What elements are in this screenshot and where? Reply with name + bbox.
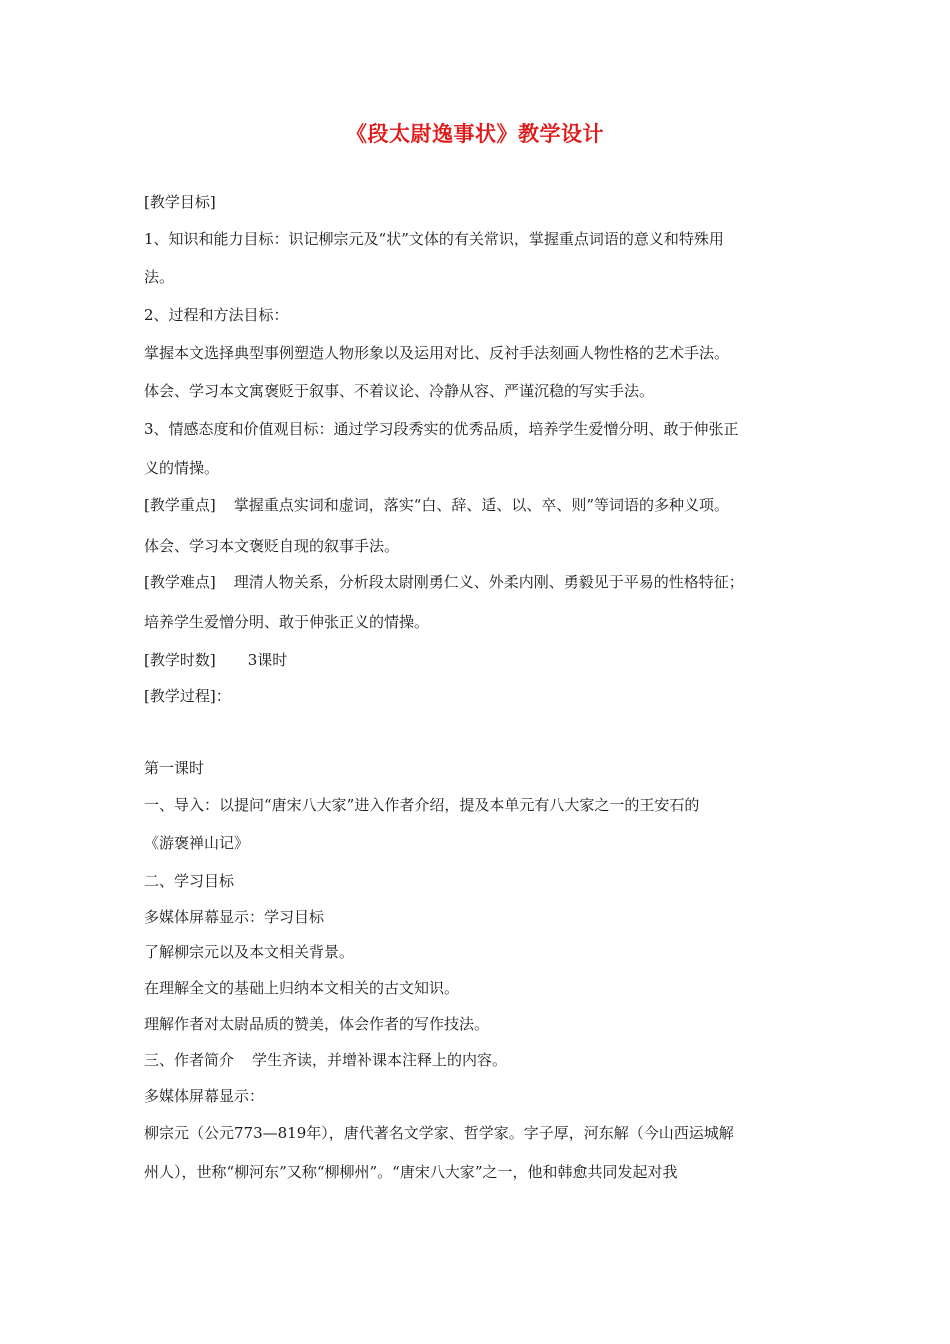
difficulties-text: 理清人物关系，分析段太尉刚勇仁义、外柔内刚、勇毅见于平易的性格特征； xyxy=(233,573,744,591)
difficulties-line xyxy=(144,572,744,592)
paragraph-line: 体会、学习本文寓褒贬于叙事、不着议论、冷静从容、严谨沉稳的写实手法。 xyxy=(144,382,655,400)
paragraph-line: 培养学生爱憎分明、敢于伸张正义的情操。 xyxy=(144,613,430,631)
paragraph-line: 二、学习目标 xyxy=(144,872,235,890)
paragraph-line: 《游褒禅山记》 xyxy=(144,834,250,852)
paragraph-line: 3、情感态度和价值观目标：通过学习段秀实的优秀品质，培养学生爱憎分明、敢于伸张正 xyxy=(144,420,739,438)
paragraph-line: 理解作者对太尉品质的赞美，体会作者的写作技法。 xyxy=(144,1015,490,1033)
paragraph-line: 多媒体屏幕显示：学习目标 xyxy=(144,908,325,926)
paragraph-line: 柳宗元（公元773—819年），唐代著名文学家、哲学家。字子厚，河东解（今山西运城解 xyxy=(144,1124,734,1142)
hours-line xyxy=(144,650,287,670)
author-intro-line xyxy=(144,1050,507,1070)
key-points-text: 掌握重点实词和虚词，落实“白、辞、适、以、卒、则”等词语的多种义项。 xyxy=(233,496,730,514)
author-intro-text: 学生齐读，并增补课本注释上的内容。 xyxy=(252,1051,508,1069)
paragraph-line: 了解柳宗元以及本文相关背景。 xyxy=(144,943,355,961)
paragraph-line: 义的情操。 xyxy=(144,459,220,477)
key-points-label: [教学重点] xyxy=(144,496,216,514)
paragraph-line: 2、过程和方法目标： xyxy=(144,306,289,324)
lesson-heading: 第一课时 xyxy=(144,759,205,777)
paragraph-line: 在理解全文的基础上归纳本文相关的古文知识。 xyxy=(144,979,460,997)
author-intro-label: 三、作者简介 xyxy=(144,1051,235,1069)
paragraph-line: 多媒体屏幕显示： xyxy=(144,1087,265,1105)
difficulties-label: [教学难点] xyxy=(144,573,216,591)
paragraph-line: 州人），世称“柳河东”又称“柳柳州”。“唐宋八大家”之一，他和韩愈共同发起对我 xyxy=(144,1163,678,1181)
paragraph-line: 一、导入：以提问“唐宋八大家”进入作者介绍，提及本单元有八大家之一的王安石的 xyxy=(144,796,700,814)
paragraph-line: 体会、学习本文褒贬自现的叙事手法。 xyxy=(144,537,400,555)
paragraph-line: 法。 xyxy=(144,268,175,286)
document-title: 《段太尉逸事状》教学设计 xyxy=(346,122,604,146)
section-heading-process: [教学过程]： xyxy=(144,687,231,705)
section-heading-objectives: [教学目标] xyxy=(144,193,216,211)
hours-text: 3课时 xyxy=(247,651,288,669)
paragraph-line: 掌握本文选择典型事例塑造人物形象以及运用对比、反衬手法刻画人物性格的艺术手法。 xyxy=(144,344,730,362)
key-points-line xyxy=(144,495,729,515)
hours-label: [教学时数] xyxy=(144,651,216,669)
paragraph-line: 1、知识和能力目标：识记柳宗元及“状”文体的有关常识，掌握重点词语的意义和特殊用 xyxy=(144,230,724,248)
